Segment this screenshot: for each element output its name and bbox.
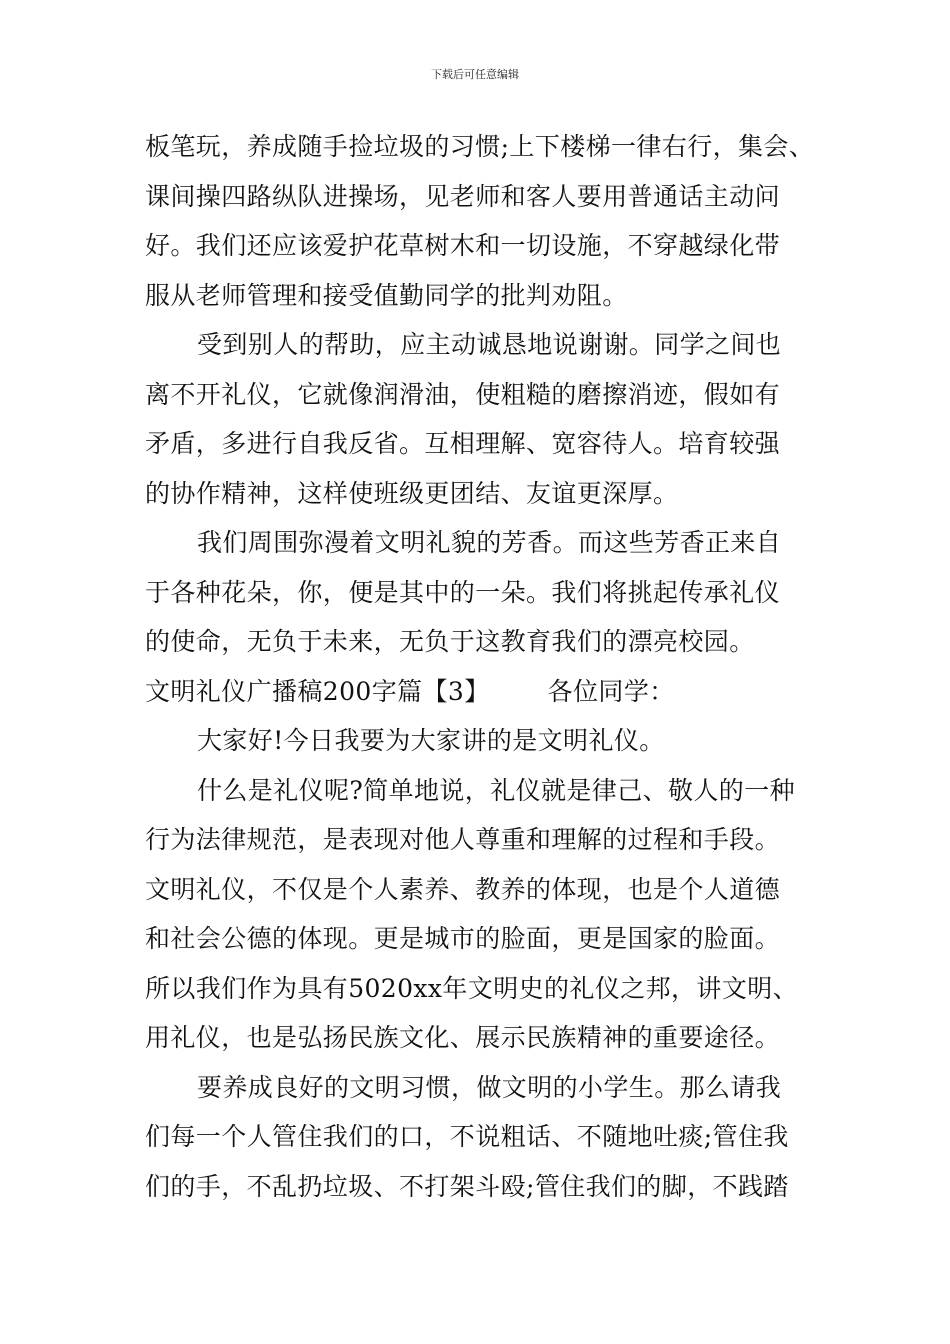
text-line: 和社会公德的体现。更是城市的脸面，更是国家的脸面。 bbox=[145, 924, 781, 953]
text-line: 好。我们还应该爱护花草树木和一切设施，不穿越绿化带 bbox=[145, 231, 781, 260]
text-line: 的使命，无负于未来，无负于这教育我们的漂亮校园。 bbox=[145, 627, 755, 656]
text-line: 离不开礼仪，它就像润滑油，使粗糙的磨擦消迹，假如有 bbox=[145, 379, 781, 409]
text-line: 服从老师管理和接受值勤同学的批判劝阻。 bbox=[145, 280, 628, 310]
text-line: 用礼仪，也是弘扬民族文化、展示民族精神的重要途径。 bbox=[145, 1023, 781, 1052]
document-body bbox=[145, 122, 815, 1211]
text-line: 矛盾，多进行自我反省。互相理解、宽容待人。培育较强 bbox=[145, 429, 781, 458]
salutation: 各位同学： bbox=[547, 676, 675, 706]
text-line: 课间操四路纵队进操场，见老师和客人要用普通话主动问 bbox=[145, 181, 781, 211]
text-line: 板笔玩，养成随手捡垃圾的习惯;上下楼梯一律右行，集会、 bbox=[145, 132, 815, 161]
text-line: 所以我们作为具有5020xx年文明史的礼仪之邦，讲文明、 bbox=[145, 973, 799, 1003]
text-line: 行为法律规范，是表现对他人尊重和理解的过程和手段。 bbox=[145, 825, 781, 854]
text-line: 们的手，不乱扔垃圾、不打架斗殴;管住我们的脚，不践踏 bbox=[145, 1171, 789, 1201]
page-header-note: 下载后可任意编辑 bbox=[431, 68, 519, 81]
text-line: 文明礼仪，不仅是个人素养、教养的体现，也是个人道德 bbox=[145, 874, 781, 904]
section-title: 文明礼仪广播稿200字篇【3】 bbox=[145, 676, 490, 706]
section-title-line bbox=[145, 667, 815, 717]
text-line: 的协作精神，这样使班级更团结、友谊更深厚。 bbox=[145, 478, 679, 508]
text-line: 于各种花朵，你，便是其中的一朵。我们将挑起传承礼仪 bbox=[145, 577, 781, 607]
paragraph-start-line: 我们周围弥漫着文明礼貌的芳香。而这些芳香正来自 bbox=[197, 528, 782, 557]
paragraph-start-line: 大家好!今日我要为大家讲的是文明礼仪。 bbox=[197, 726, 665, 755]
text-line: 们每一个人管住我们的口，不说粗话、不随地吐痰;管住我 bbox=[145, 1122, 789, 1151]
paragraph-start-line: 受到别人的帮助，应主动诚恳地说谢谢。同学之间也 bbox=[197, 330, 782, 359]
paragraph-start-line: 什么是礼仪呢?简单地说，礼仪就是律己、敬人的一种 bbox=[197, 775, 796, 805]
paragraph-start-line: 要养成良好的文明习惯，做文明的小学生。那么请我 bbox=[197, 1072, 782, 1102]
